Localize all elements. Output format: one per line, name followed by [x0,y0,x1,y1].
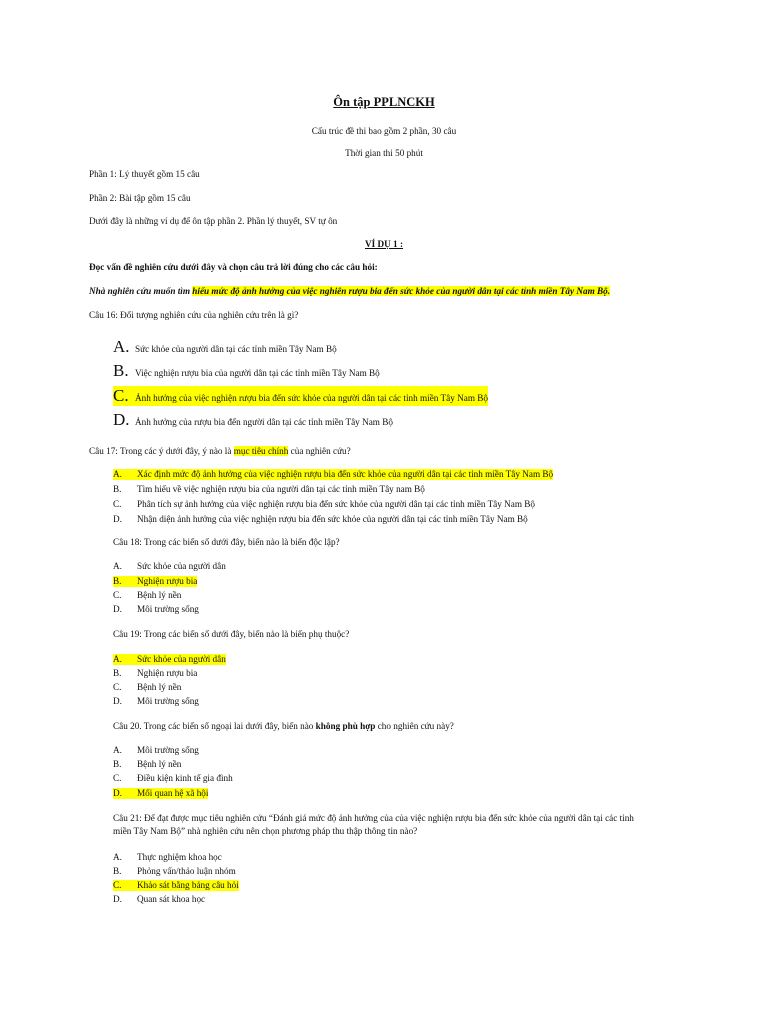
q16-option-a [113,337,337,357]
option-text: Bệnh lý nền [137,759,182,769]
option-letter: C. [113,386,129,405]
exam-time: Thời gian thi 50 phút [345,148,423,158]
option-text: Khảo sát bằng bảng câu hỏi [137,880,239,890]
q19-option-c [113,682,181,693]
q21-option-c [113,880,239,891]
q18-option-a [113,561,226,572]
q17-option-d [113,514,528,525]
example-heading: VÍ DỤ 1 : [364,239,404,249]
q18-option-d [113,604,199,615]
q20-prefix: Câu 20. Trong các biến số ngoại lai dưới đây, biến nào [113,721,316,731]
option-letter: A. [113,469,122,479]
option-letter: A. [113,561,122,571]
q16-question: Câu 16: Đối tượng nghiên cứu của nghiên cứu trên là gì? [89,310,299,320]
option-text: Thực nghiệm khoa học [137,852,222,862]
option-text: Tìm hiểu về việc nghiện rượu bia của người dân tại các tỉnh miền Tây nam Bộ [137,484,425,494]
q21-option-d [113,894,205,905]
option-letter: C. [113,880,122,890]
example-instruction: Đọc vấn đề nghiên cứu dưới đây và chọn câu trả lời đúng cho các câu hỏi: [89,262,378,272]
option-text: Môi trường sống [137,696,199,706]
q21-option-b [113,866,236,877]
option-letter: D. [113,696,122,706]
option-letter: D. [113,604,122,614]
q18-option-c [113,590,181,601]
option-letter: D. [113,514,122,524]
option-text: Ảnh hưởng của việc nghiện rượu bia đến sức khỏe của người dân tại các tỉnh miền Tây Nam Bộ [135,393,488,403]
research-problem-highlight: hiểu mức độ ảnh hưởng của việc nghiên rượu bia đến sức khỏe của người dân tại các tỉnh miền Tây Nam Bộ. [192,286,611,296]
option-letter: D. [113,894,122,904]
option-text: Xác định mức độ ảnh hưởng của việc nghiện rượu bia đến sức khỏe của người dân tại các tỉnh miền Tây Nam Bộ [137,469,554,479]
page-title: Ôn tập PPLNCKH [333,95,435,109]
option-letter: A. [113,852,122,862]
option-letter: D. [113,788,122,798]
q21-question-line2: miền Tây Nam Bộ” nhà nghiên cứu nên chọn phương pháp thu thập thông tin nào? [113,826,418,836]
option-text: Nghiện rượu bia [137,576,198,586]
q20-option-b [113,759,181,770]
q19-option-b [113,668,197,679]
q16-option-d [113,410,393,430]
option-text: Phân tích sự ảnh hưởng của việc nghiện rượu bia đến sức khỏe của người dân tại các tỉnh miền Tây Nam Bộ [137,499,536,509]
q17-option-b [113,484,425,495]
option-letter: C. [113,682,122,692]
option-text: Phỏng vấn/thảo luận nhóm [137,866,236,876]
option-letter: A. [113,654,122,664]
part1-text: Phần 1: Lý thuyết gồm 15 câu [89,169,200,179]
option-text: Sức khỏe của người dân [137,561,226,571]
exam-structure: Cấu trúc đề thi bao gồm 2 phần, 30 câu [311,126,457,136]
option-text: Nhận diện ảnh hưởng của việc nghiện rượu bia đến sức khỏe của người dân tại các tỉnh miền Tây Nam Bộ [137,514,528,524]
option-letter: C. [113,499,122,509]
q17-prefix: Câu 17: Trong các ý dưới đây, ý nào là [89,446,234,456]
q20-option-a [113,745,199,756]
q17-highlight: mục tiêu chính [233,446,289,456]
q17-question [89,446,351,457]
q20-option-c [113,773,233,784]
q20-suffix: cho nghiên cứu này? [375,721,454,731]
q16-option-b [113,361,380,381]
q17-option-c [113,499,535,510]
research-problem [89,286,610,297]
option-letter: A. [113,337,130,356]
option-text: Bệnh lý nền [137,590,182,600]
q20-bold: không phù hợp [315,721,376,731]
q21-question-line1: Câu 21: Để đạt được mục tiêu nghiên cứu “Đánh giá mức độ ảnh hưởng của của việc nghiện rượu bia đến sức khỏe của người dân tại các tỉnh [113,813,634,823]
option-text: Sức khỏe của người dân [137,654,226,664]
option-letter: B. [113,668,122,678]
part2-text: Phần 2: Bài tập gồm 15 câu [89,193,191,203]
option-text: Mối quan hệ xã hội [137,788,209,798]
q17-option-a [113,469,553,480]
q19-option-a [113,654,226,665]
intro-note: Dưới đây là những ví dụ để ôn tập phần 2. Phần lý thuyết, SV tự ôn [89,216,338,226]
option-letter: B. [113,576,122,586]
q17-suffix: của nghiên cứu? [288,446,351,456]
option-text: Môi trường sống [137,604,199,614]
option-text: Nghiện rượu bia [137,668,198,678]
option-letter: A. [113,745,122,755]
option-letter: C. [113,773,122,783]
q20-question [113,721,454,732]
option-letter: D. [113,410,130,429]
option-letter: B. [113,361,129,380]
q16-option-c [113,386,488,406]
option-text: Quan sát khoa học [137,894,206,904]
q21-option-a [113,852,222,863]
option-letter: C. [113,590,122,600]
q18-option-b [113,576,197,587]
option-text: Bệnh lý nền [137,682,182,692]
option-text: Việc nghiện rượu bia của người dân tại các tỉnh miền Tây Nam Bộ [135,368,380,378]
option-text: Môi trường sống [137,745,199,755]
q20-option-d [113,788,208,799]
option-text: Ảnh hưởng của rượu bia đến người dân tại các tỉnh miền Tây Nam Bộ [135,417,393,427]
option-letter: B. [113,866,122,876]
option-letter: B. [113,759,122,769]
option-text: Sức khỏe của người dân tại các tỉnh miền Tây Nam Bộ [135,344,337,354]
research-problem-prefix: Nhà nghiên cứu muốn tìm [89,286,193,296]
option-text: Điều kiện kinh tế gia đình [137,773,233,783]
q19-option-d [113,696,199,707]
option-letter: B. [113,484,122,494]
q18-question: Câu 18: Trong các biến số dưới đây, biến nào là biến độc lập? [113,537,340,547]
q19-question: Câu 19: Trong các biến số dưới đây, biến nào là biến phụ thuộc? [113,629,350,639]
